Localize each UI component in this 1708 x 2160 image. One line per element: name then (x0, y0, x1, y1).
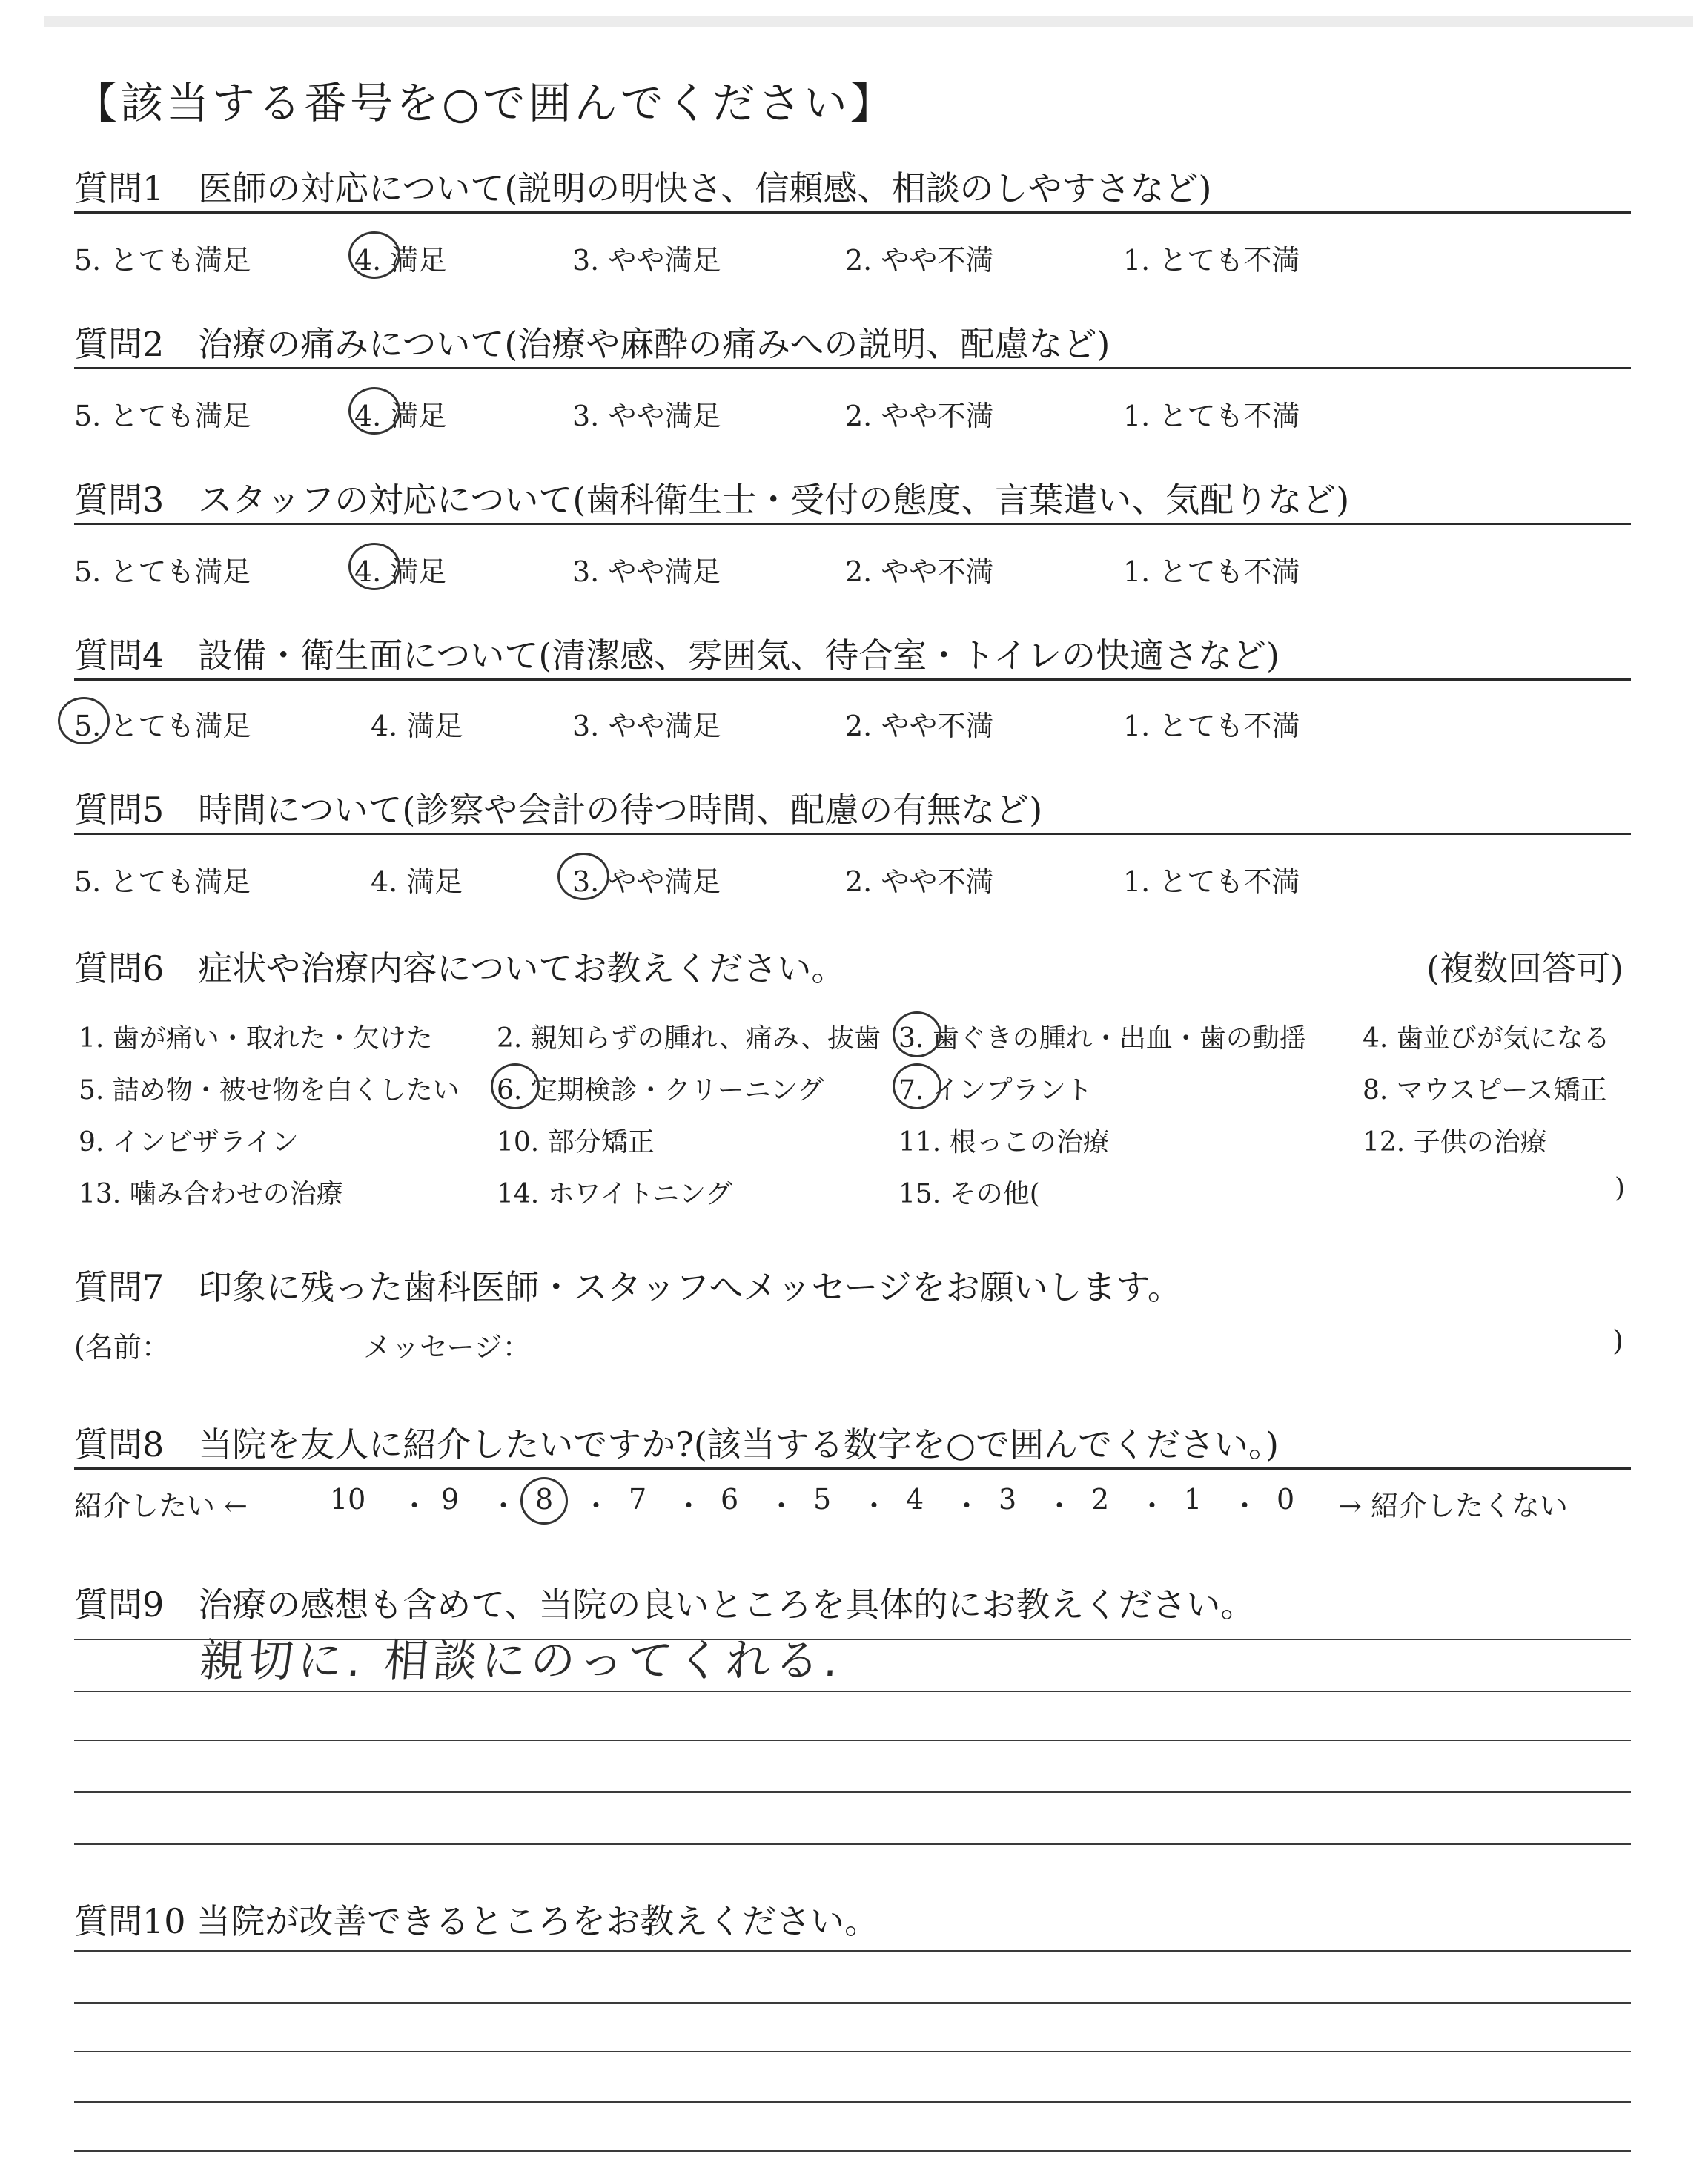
q10-writing-line (74, 2051, 1631, 2052)
q5-option-2[interactable]: 2. やや不満 (845, 865, 994, 898)
q8-separator: ・ (489, 1490, 518, 1522)
q4-option-3[interactable]: 3. やや満足 (572, 710, 721, 742)
q6-option-13[interactable]: 13. 噛み合わせの治療 (79, 1179, 343, 1209)
q1-option-1[interactable]: 1. とても不満 (1123, 244, 1300, 277)
q5-selection-circle (557, 853, 609, 900)
q4-option-2[interactable]: 2. やや不満 (845, 710, 994, 742)
q3-option-5[interactable]: 5. とても満足 (74, 555, 251, 588)
q6-option-6[interactable]: 6. 定期検診・クリーニング (497, 1075, 824, 1106)
q3-option-2[interactable]: 2. やや不満 (845, 555, 994, 588)
question-5-rule (74, 833, 1631, 835)
q7-name-label: (名前： (74, 1331, 170, 1364)
q1-selection-circle (348, 231, 400, 279)
question-7-title: 質問7 印象に残った歯科医師・スタッフへメッセージをお願いします。 (74, 1267, 1182, 1307)
question-7 (74, 1268, 1631, 1312)
q5-option-1[interactable]: 1. とても不満 (1123, 865, 1300, 898)
q8-score-5[interactable]: 5 (813, 1483, 832, 1516)
q4-option-1[interactable]: 1. とても不満 (1123, 710, 1300, 742)
q2-option-2[interactable]: 2. やや不満 (845, 400, 994, 432)
q9-handwritten-answer: 親切に. 相談にのってくれる. (198, 1635, 844, 1687)
q8-score-0[interactable]: 0 (1277, 1483, 1295, 1516)
q6-option-8[interactable]: 8. マウスピース矯正 (1363, 1075, 1607, 1106)
q8-score-7[interactable]: 7 (629, 1483, 647, 1516)
q6-option-2[interactable]: 2. 親知らずの腫れ、痛み、抜歯 (497, 1023, 881, 1054)
q6-option-3[interactable]: 3. 歯ぐきの腫れ・出血・歯の動揺 (898, 1023, 1306, 1054)
q8-score-3[interactable]: 3 (999, 1483, 1017, 1516)
q6-selection-circle-3 (893, 1011, 941, 1057)
q8-score-4[interactable]: 4 (906, 1483, 924, 1516)
q1-option-5[interactable]: 5. とても満足 (74, 244, 251, 277)
q10-writing-line (74, 1950, 1631, 1952)
q5-option-4[interactable]: 4. 満足 (371, 865, 463, 898)
q6-option-9[interactable]: 9. インビザライン (79, 1127, 299, 1157)
q8-separator: ・ (953, 1490, 982, 1522)
q8-separator: ・ (1045, 1490, 1074, 1522)
q4-selection-circle (58, 697, 110, 744)
q8-right-label: → 紹介したくない (1338, 1490, 1568, 1522)
scan-top-edge (44, 16, 1693, 27)
q8-separator: ・ (1138, 1490, 1167, 1522)
q5-option-3[interactable]: 3. やや満足 (572, 865, 721, 898)
q6-option-10[interactable]: 10. 部分矯正 (497, 1127, 655, 1157)
q6-option-5[interactable]: 5. 詰め物・被せ物を白くしたい (79, 1075, 460, 1106)
q9-writing-line (74, 1740, 1631, 1741)
q6-option-14[interactable]: 14. ホワイトニング (497, 1179, 732, 1209)
q1-option-3[interactable]: 3. やや満足 (572, 244, 721, 277)
question-1-rule (74, 211, 1631, 214)
q3-option-4[interactable]: 4. 満足 (354, 555, 447, 588)
q8-score-2[interactable]: 2 (1091, 1483, 1110, 1516)
question-3 (74, 480, 1631, 525)
q8-separator: ・ (767, 1490, 796, 1522)
q6-option-12[interactable]: 12. 子供の治療 (1363, 1127, 1547, 1157)
q7-message-label: メッセージ： (363, 1331, 531, 1364)
q8-separator: ・ (400, 1490, 429, 1522)
question-6 (74, 949, 1631, 994)
question-4-rule (74, 678, 1631, 681)
question-4-title: 質問4 設備・衛生面について(清潔感、雰囲気、待合室・トイレの快適さなど) (74, 635, 1280, 676)
question-8-title: 質問8 当院を友人に紹介したいですか?(該当する数字を○で囲んでください。) (74, 1424, 1279, 1464)
q4-option-5[interactable]: 5. とても満足 (74, 710, 251, 742)
question-3-options (74, 549, 1631, 586)
q2-selection-circle (348, 387, 400, 435)
q9-writing-line (74, 1843, 1631, 1845)
q5-option-5[interactable]: 5. とても満足 (74, 865, 251, 898)
question-4 (74, 636, 1631, 681)
q6-option-1[interactable]: 1. 歯が痛い・取れた・欠けた (79, 1023, 433, 1054)
q6-selection-circle-6 (491, 1063, 540, 1109)
q7-close-paren: ) (1612, 1324, 1623, 1357)
question-6-note: (複数回答可) (1426, 948, 1623, 988)
q8-score-1[interactable]: 1 (1184, 1483, 1202, 1516)
question-6-title: 質問6 症状や治療内容についてお教えください。 (74, 948, 846, 988)
question-8-scale (74, 1483, 1631, 1520)
q9-writing-line (74, 1691, 1631, 1692)
question-8-rule (74, 1467, 1631, 1470)
q6-other-close-paren: ) (1615, 1173, 1626, 1203)
q6-option-4[interactable]: 4. 歯並びが気になる (1363, 1023, 1610, 1054)
q8-score-9[interactable]: 9 (441, 1483, 460, 1516)
question-2 (74, 325, 1631, 369)
q10-writing-line (74, 2150, 1631, 2152)
q8-score-10[interactable]: 10 (330, 1483, 366, 1516)
question-10-title: 質問10 当院が改善できるところをお教えください。 (74, 1901, 879, 1941)
q2-option-4[interactable]: 4. 満足 (354, 400, 447, 432)
q10-writing-line (74, 2002, 1631, 2004)
question-9 (74, 1585, 1631, 1630)
question-2-options (74, 393, 1631, 430)
question-2-rule (74, 367, 1631, 369)
question-10 (74, 1902, 1631, 1946)
q9-writing-line (74, 1791, 1631, 1793)
q8-selection-circle (520, 1477, 568, 1525)
question-5 (74, 790, 1631, 835)
question-1 (74, 169, 1631, 214)
q8-left-label: 紹介したい ← (74, 1490, 248, 1522)
question-5-title: 質問5 時間について(診察や会計の待つ時間、配慮の有無など) (74, 790, 1043, 830)
q8-separator: ・ (1231, 1490, 1260, 1522)
question-9-title: 質問9 治療の感想も含めて、当院の良いところを具体的にお教えください。 (74, 1585, 1255, 1625)
question-5-options (74, 859, 1631, 896)
q8-separator: ・ (675, 1490, 704, 1522)
q8-separator: ・ (860, 1490, 889, 1522)
question-1-title: 質問1 医師の対応について(説明の明快さ、信頼感、相談のしやすさなど) (74, 168, 1212, 208)
q3-option-3[interactable]: 3. やや満足 (572, 555, 721, 588)
question-3-rule (74, 523, 1631, 525)
q6-option-7[interactable]: 7. インプラント (898, 1075, 1093, 1106)
question-4-options (74, 703, 1631, 740)
q2-option-5[interactable]: 5. とても満足 (74, 400, 251, 432)
q8-separator: ・ (582, 1490, 611, 1522)
question-3-title: 質問3 スタッフの対応について(歯科衛生士・受付の態度、言葉遣い、気配りなど) (74, 480, 1350, 520)
q1-option-4[interactable]: 4. 満足 (354, 244, 447, 277)
q6-option-15[interactable]: 15. その他( (898, 1179, 1040, 1209)
q2-option-3[interactable]: 3. やや満足 (572, 400, 721, 432)
q3-option-1[interactable]: 1. とても不満 (1123, 555, 1300, 588)
question-1-options (74, 237, 1631, 277)
question-6-options (74, 1017, 1631, 1225)
page-heading: 【該当する番号を○で囲んでください】 (74, 78, 896, 128)
question-8 (74, 1425, 1631, 1470)
q4-option-4[interactable]: 4. 満足 (371, 710, 463, 742)
q2-option-1[interactable]: 1. とても不満 (1123, 400, 1300, 432)
q3-selection-circle (348, 543, 400, 590)
q1-option-2[interactable]: 2. やや不満 (845, 244, 994, 277)
q8-score-8[interactable]: 8 (535, 1483, 554, 1516)
question-2-title: 質問2 治療の痛みについて(治療や麻酔の痛みへの説明、配慮など) (74, 324, 1110, 364)
question-7-message-row (74, 1324, 1631, 1364)
q6-selection-circle-7 (893, 1063, 941, 1109)
q10-writing-line (74, 2101, 1631, 2103)
q6-option-11[interactable]: 11. 根っこの治療 (898, 1127, 1110, 1157)
q8-score-6[interactable]: 6 (721, 1483, 739, 1516)
